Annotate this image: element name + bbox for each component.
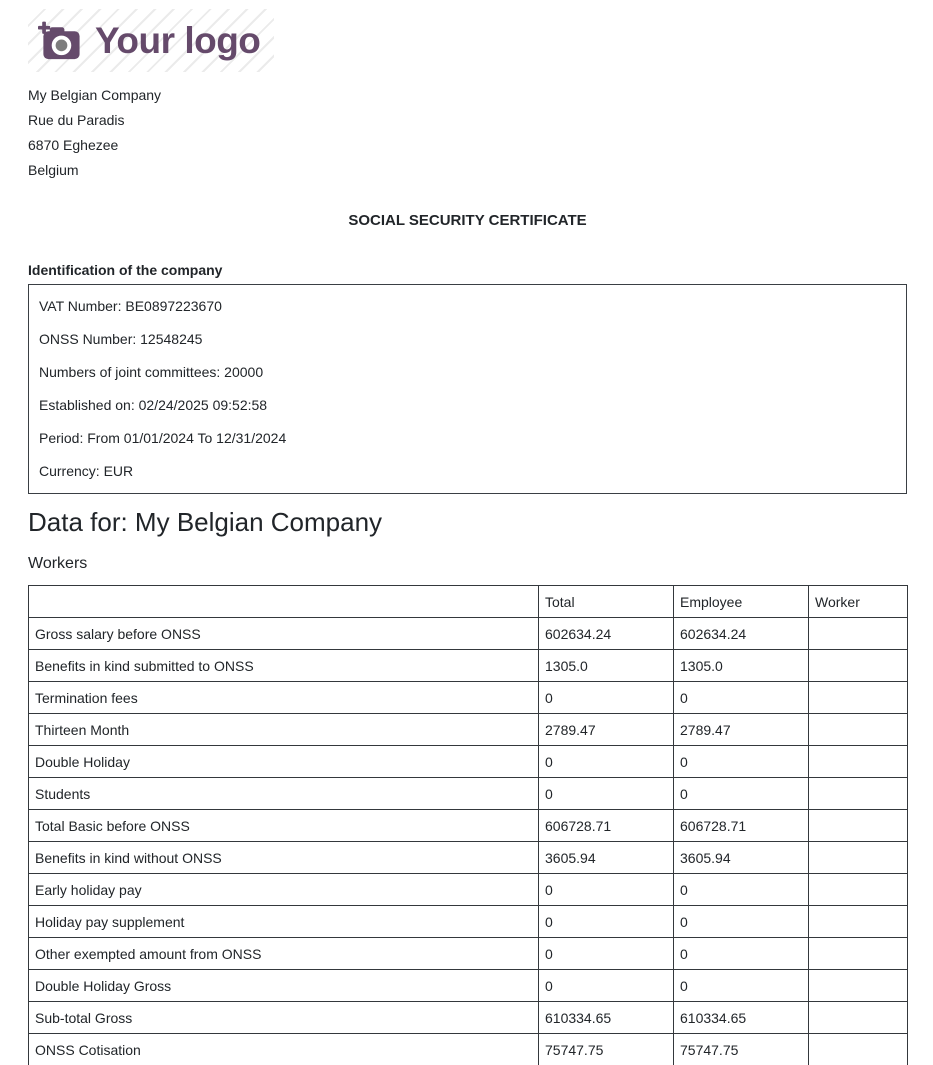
worker-cell: [809, 842, 908, 874]
employee-cell: 0: [674, 682, 809, 714]
total-cell: 0: [539, 746, 674, 778]
total-cell: 3605.94: [539, 842, 674, 874]
identification-line: Period: From 01/01/2024 To 12/31/2024: [39, 430, 287, 446]
camera-plus-icon: [38, 21, 83, 61]
employee-cell: 0: [674, 874, 809, 906]
row-label-cell: Early holiday pay: [29, 874, 539, 906]
row-label-cell: Thirteen Month: [29, 714, 539, 746]
table-header-cell: Total: [539, 586, 674, 618]
worker-cell: [809, 778, 908, 810]
table-header-row: [29, 586, 908, 618]
identification-line: ONSS Number: 12548245: [39, 331, 203, 347]
row-label-cell: Holiday pay supplement: [29, 906, 539, 938]
employee-cell: 3605.94: [674, 842, 809, 874]
total-cell: 75747.75: [539, 1034, 674, 1065]
company-address: [28, 83, 907, 183]
table-row: [29, 1034, 908, 1065]
total-cell: 1305.0: [539, 650, 674, 682]
row-label-cell: Sub-total Gross: [29, 1002, 539, 1034]
row-label-cell: Double Holiday: [29, 746, 539, 778]
table-row: [29, 618, 908, 650]
employee-cell: 606728.71: [674, 810, 809, 842]
total-cell: 0: [539, 906, 674, 938]
worker-cell: [809, 714, 908, 746]
row-label-cell: Benefits in kind without ONSS: [29, 842, 539, 874]
table-row: [29, 970, 908, 1002]
table-row: [29, 1002, 908, 1034]
workers-table: [28, 585, 908, 1065]
worker-cell: [809, 682, 908, 714]
row-label-cell: ONSS Cotisation: [29, 1034, 539, 1065]
address-line: 6870 Eghezee: [28, 137, 119, 153]
employee-cell: 0: [674, 906, 809, 938]
total-cell: 0: [539, 938, 674, 970]
worker-cell: [809, 650, 908, 682]
logo-text: Your logo: [95, 19, 261, 61]
employee-cell: 0: [674, 938, 809, 970]
worker-cell: [809, 746, 908, 778]
table-row: [29, 906, 908, 938]
row-label-cell: Termination fees: [29, 682, 539, 714]
worker-cell: [809, 810, 908, 842]
row-label-cell: Students: [29, 778, 539, 810]
identification-box: [28, 284, 907, 494]
table-row: [29, 874, 908, 906]
total-cell: 0: [539, 682, 674, 714]
table-row: [29, 682, 908, 714]
table-body: [29, 618, 908, 1065]
identification-line: Established on: 02/24/2025 09:52:58: [39, 397, 268, 413]
row-label-cell: Double Holiday Gross: [29, 970, 539, 1002]
address-line: Rue du Paradis: [28, 112, 125, 128]
employee-cell: 2789.47: [674, 714, 809, 746]
address-line: My Belgian Company: [28, 87, 162, 103]
table-row: [29, 778, 908, 810]
total-cell: 606728.71: [539, 810, 674, 842]
total-cell: 602634.24: [539, 618, 674, 650]
data-for-heading: Data for: My Belgian Company: [28, 507, 383, 537]
table-row: [29, 938, 908, 970]
table-row: [29, 714, 908, 746]
identification-line: Currency: EUR: [39, 463, 134, 479]
company-logo: [28, 9, 274, 72]
table-row: [29, 650, 908, 682]
employee-cell: 1305.0: [674, 650, 809, 682]
identification-line: VAT Number: BE0897223670: [39, 298, 222, 314]
total-cell: 0: [539, 970, 674, 1002]
total-cell: 0: [539, 778, 674, 810]
row-label-cell: Gross salary before ONSS: [29, 618, 539, 650]
table-header-cell: Worker: [809, 586, 908, 618]
document-title: SOCIAL SECURITY CERTIFICATE: [348, 212, 587, 229]
employee-cell: 0: [674, 970, 809, 1002]
employee-cell: 602634.24: [674, 618, 809, 650]
address-line: Belgium: [28, 162, 79, 178]
table-row: [29, 810, 908, 842]
identification-line: Numbers of joint committees: 20000: [39, 364, 264, 380]
row-label-cell: Benefits in kind submitted to ONSS: [29, 650, 539, 682]
table-row: [29, 842, 908, 874]
employee-cell: 75747.75: [674, 1034, 809, 1065]
worker-cell: [809, 1002, 908, 1034]
table-header-cell: [29, 586, 539, 618]
total-cell: 610334.65: [539, 1002, 674, 1034]
workers-heading: Workers: [28, 555, 88, 572]
employee-cell: 0: [674, 778, 809, 810]
worker-cell: [809, 938, 908, 970]
worker-cell: [809, 970, 908, 1002]
table-row: [29, 746, 908, 778]
worker-cell: [809, 874, 908, 906]
table-header-cell: Employee: [674, 586, 809, 618]
worker-cell: [809, 618, 908, 650]
worker-cell: [809, 1034, 908, 1065]
worker-cell: [809, 906, 908, 938]
total-cell: 2789.47: [539, 714, 674, 746]
identification-heading: Identification of the company: [28, 262, 223, 278]
row-label-cell: Other exempted amount from ONSS: [29, 938, 539, 970]
employee-cell: 610334.65: [674, 1002, 809, 1034]
row-label-cell: Total Basic before ONSS: [29, 810, 539, 842]
employee-cell: 0: [674, 746, 809, 778]
total-cell: 0: [539, 874, 674, 906]
